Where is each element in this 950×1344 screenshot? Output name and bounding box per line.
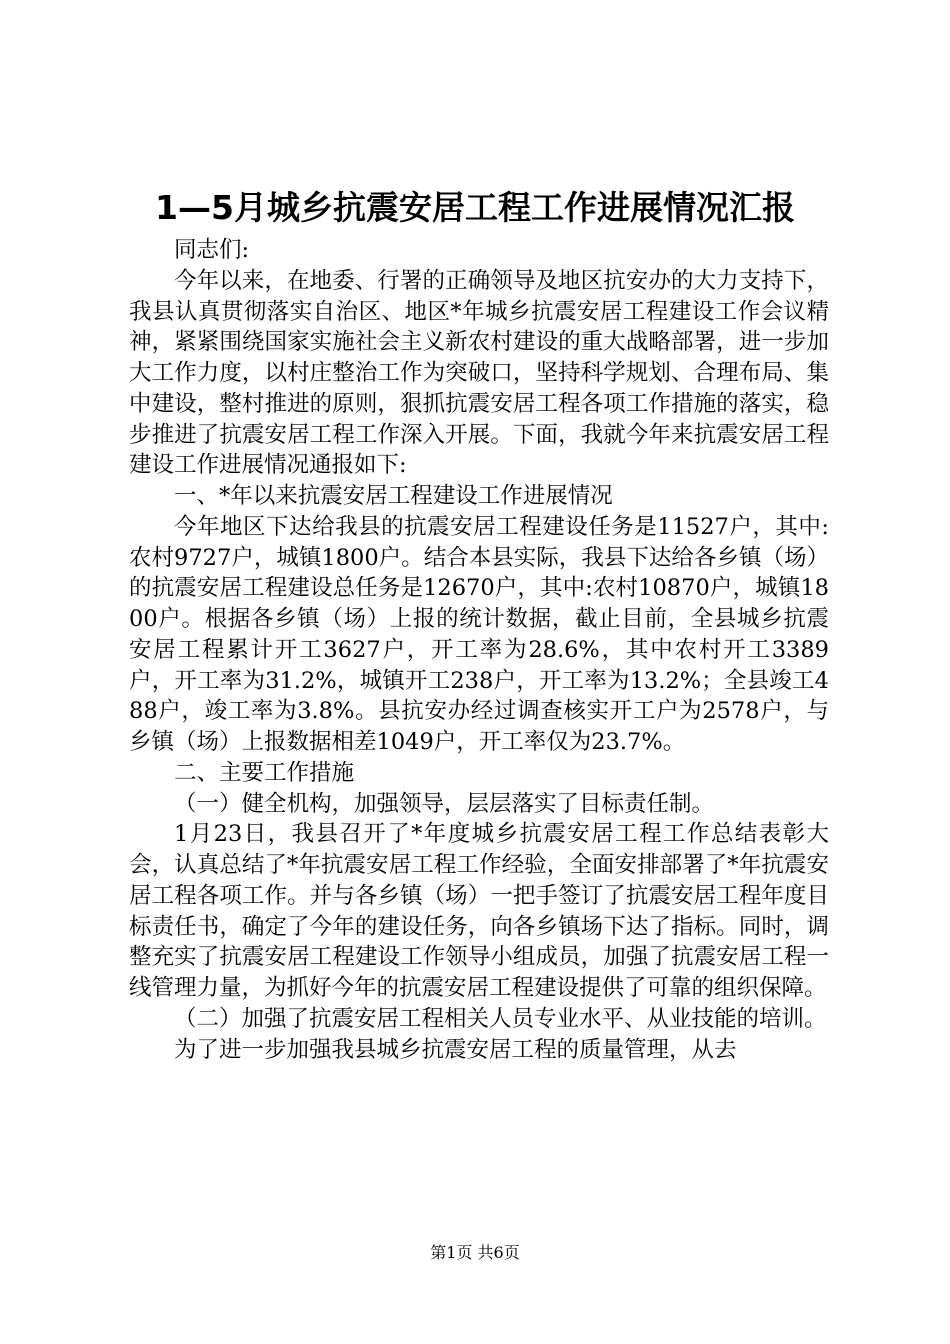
- subsection-heading-1: （一）健全机构，加强领导，层层落实了目标责任制。: [174, 790, 715, 817]
- progress-paragraph: 今年地区下达给我县的抗震安居工程建设任务是11527户，其中:农村9727户，城镇1800户。结合本县实际，我县下达给各乡镇（场）的抗震安居工程建设总任务是12670户，其中:农村10870户，城镇1800户。根据各乡镇（场）上报的统计数据，截止目前，全县城乡抗震安居工程累计开工3627户，开工率为28.6%，其中农村开工3389户，开工率为31.2%，城镇开工238户，开工率为13.2%；全县竣工488户，竣工率为3.8%。县抗安办经过调查核实开工户为2578户，与乡镇（场）上报数据相差1049户，开工率仅为23.7%。: [129, 513, 829, 755]
- measures-paragraph-2: 为了进一步加强我县城乡抗震安居工程的质量管理，从去: [174, 1036, 737, 1063]
- document-title: 1—5月城乡抗震安居工程工作进展情况汇报: [155, 188, 795, 227]
- section-heading-1: 一、*年以来抗震安居工程建设工作进展情况: [174, 483, 613, 509]
- subsection-heading-2: （二）加强了抗震安居工程相关人员专业水平、从业技能的培训。: [174, 1005, 827, 1032]
- page-footer: 第1页 共6页: [430, 1243, 520, 1262]
- measures-paragraph-1: 1月23日，我县召开了*年度城乡抗震安居工程工作总结表彰大会，认真总结了*年抗震安居工程工作经验，全面安排部署了*年抗震安居工程各项工作。并与各乡镇（场）一把手签订了抗震安居工程年度目标责任书，确定了今年的建设任务，向各乡镇场下达了指标。同时，调整充实了抗震安居工程建设工作领导小组成员，加强了抗震安居工程一线管理力量，为抓好今年的抗震安居工程建设提供了可靠的组织保障。: [129, 821, 829, 1001]
- document-body: [129, 235, 829, 1065]
- section-heading-2: 二、主要工作措施: [174, 759, 355, 786]
- intro-paragraph: 今年以来，在地委、行署的正确领导及地区抗安办的大力支持下，我县认真贯彻落实自治区、地区*年城乡抗震安居工程建设工作会议精神，紧紧围绕国家实施社会主义新农村建设的重大战略部署，进一步加大工作力度，以村庄整治工作为突破口，坚持科学规划、合理布局、集中建设，整村推进的原则，狠抓抗震安居工程各项工作措施的落实，稳步推进了抗震安居工程工作深入开展。下面，我就今年来抗震安居工程建设工作进展情况通报如下:: [129, 267, 829, 479]
- salutation: 同志们:: [174, 237, 250, 263]
